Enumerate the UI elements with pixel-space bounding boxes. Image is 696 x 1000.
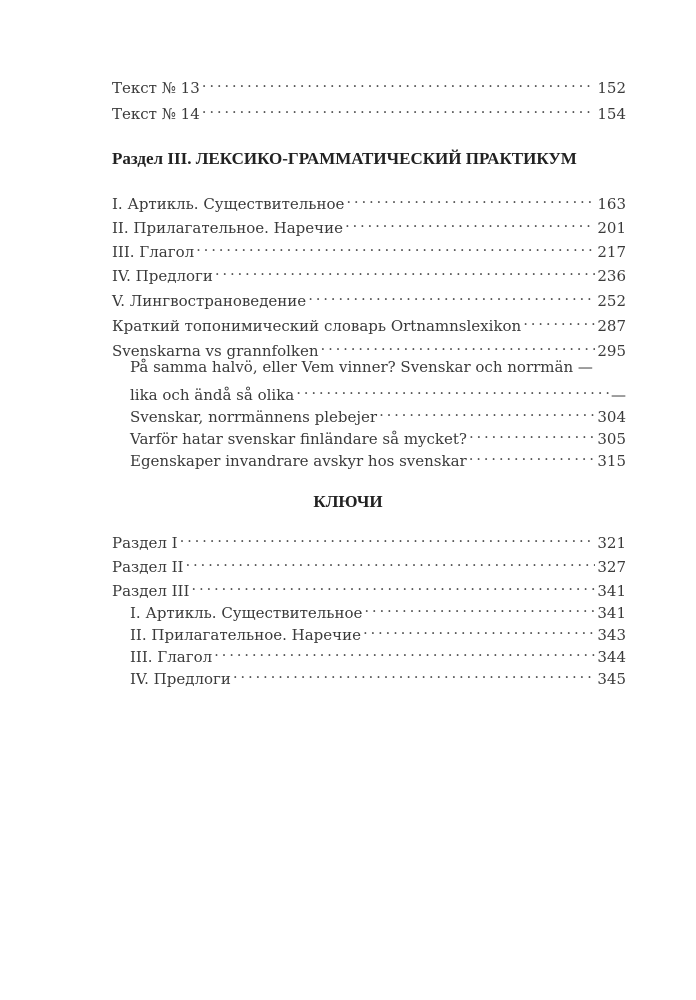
- toc-entry: [112, 526, 626, 552]
- entry-page: 345: [597, 670, 626, 688]
- entry-page: 341: [597, 604, 626, 622]
- dot-leader: [233, 662, 595, 684]
- entry-page: 152: [597, 79, 626, 97]
- dot-leader: [296, 378, 609, 400]
- entry-title: I. Артикль. Существительное: [112, 195, 345, 213]
- toc-entry: [112, 334, 626, 360]
- entry-title: På samma halvö, eller Vem vinner? Svenskar och norrmän —: [130, 358, 593, 376]
- entry-page: 343: [597, 626, 626, 644]
- dot-leader: [345, 211, 595, 233]
- dot-leader: [202, 97, 596, 119]
- entry-page: 315: [597, 452, 626, 470]
- dot-leader: [346, 187, 595, 209]
- entry-title: Svenskar, norrmännens plebejer: [130, 408, 378, 426]
- dot-leader: [202, 71, 596, 93]
- dot-leader: [379, 400, 595, 422]
- entry-title: Текст № 14: [112, 105, 200, 123]
- entry-title: lika och ändå så olika: [130, 386, 295, 404]
- entry-page: 295: [597, 342, 626, 360]
- toc-entry: [112, 187, 626, 213]
- entry-title: III. Глагол: [130, 648, 213, 666]
- entry-title: Раздел III: [112, 582, 190, 600]
- toc-subentry: [130, 378, 626, 404]
- dot-leader: [364, 596, 595, 618]
- toc-entry: [112, 211, 626, 237]
- entry-title: IV. Предлоги: [112, 267, 213, 285]
- dot-leader: [321, 334, 596, 356]
- toc-subentry: [130, 618, 626, 644]
- entry-title: Egenskaper invandrare avskyr hos svenskar: [130, 452, 467, 470]
- dot-leader: [196, 235, 595, 257]
- dot-leader: [191, 574, 595, 596]
- dot-leader: [469, 422, 595, 444]
- entry-title: Раздел II: [112, 558, 184, 576]
- entry-page: 287: [597, 317, 626, 335]
- toc-subentry-line: [130, 356, 626, 378]
- dot-leader: [185, 550, 595, 572]
- entry-title: Varför hatar svenskar finländare så mycket?: [130, 430, 467, 448]
- entry-page: 201: [597, 219, 626, 237]
- entry-page: 341: [597, 582, 626, 600]
- toc-entry: [112, 284, 626, 310]
- entry-title: Краткий топонимический словарь Ortnamnslexikon: [112, 317, 522, 335]
- entry-title: II. Прилагательное. Наречие: [112, 219, 343, 237]
- toc-entry: [112, 71, 626, 97]
- dot-leader: [214, 640, 595, 662]
- entry-title: II. Прилагательное. Наречие: [130, 626, 361, 644]
- entry-page: —: [611, 386, 626, 404]
- entry-page: 252: [597, 292, 626, 310]
- toc-entry: [112, 259, 626, 285]
- entry-page: 154: [597, 105, 626, 123]
- dot-leader: [469, 444, 596, 466]
- dot-leader: [363, 618, 595, 640]
- entry-page: 327: [597, 558, 626, 576]
- entry-page: 217: [597, 243, 626, 261]
- entry-page: 163: [597, 195, 626, 213]
- toc-entry: [112, 97, 626, 123]
- toc-entry: [112, 550, 626, 576]
- dot-leader: [523, 309, 595, 331]
- toc-entry: [112, 574, 626, 600]
- entry-page: 236: [597, 267, 626, 285]
- toc-subentry: [130, 444, 626, 470]
- section-heading: КЛЮЧИ: [313, 492, 383, 511]
- entry-title: I. Артикль. Существительное: [130, 604, 363, 622]
- toc-subentry: [130, 662, 626, 688]
- toc-subentry: [130, 596, 626, 622]
- toc-entry: [112, 235, 626, 261]
- entry-title: III. Глагол: [112, 243, 195, 261]
- entry-title: Текст № 13: [112, 79, 200, 97]
- entry-page: 321: [597, 534, 626, 552]
- toc-subentry: [130, 422, 626, 448]
- entry-page: 304: [597, 408, 626, 426]
- toc-subentry: [130, 400, 626, 426]
- entry-title: IV. Предлоги: [130, 670, 231, 688]
- entry-page: 344: [597, 648, 626, 666]
- toc-entry: [112, 309, 626, 335]
- entry-title: Svenskarna vs grannfolken: [112, 342, 319, 360]
- dot-leader: [180, 526, 596, 548]
- dot-leader: [308, 284, 595, 306]
- entry-title: Раздел I: [112, 534, 178, 552]
- entry-title: V. Лингвострановедение: [112, 292, 307, 310]
- toc-subentry: [130, 640, 626, 666]
- dot-leader: [215, 259, 595, 281]
- entry-page: 305: [597, 430, 626, 448]
- section-heading: Раздел III. ЛЕКСИКО-ГРАММАТИЧЕСКИЙ ПРАКТИКУМ: [112, 149, 577, 168]
